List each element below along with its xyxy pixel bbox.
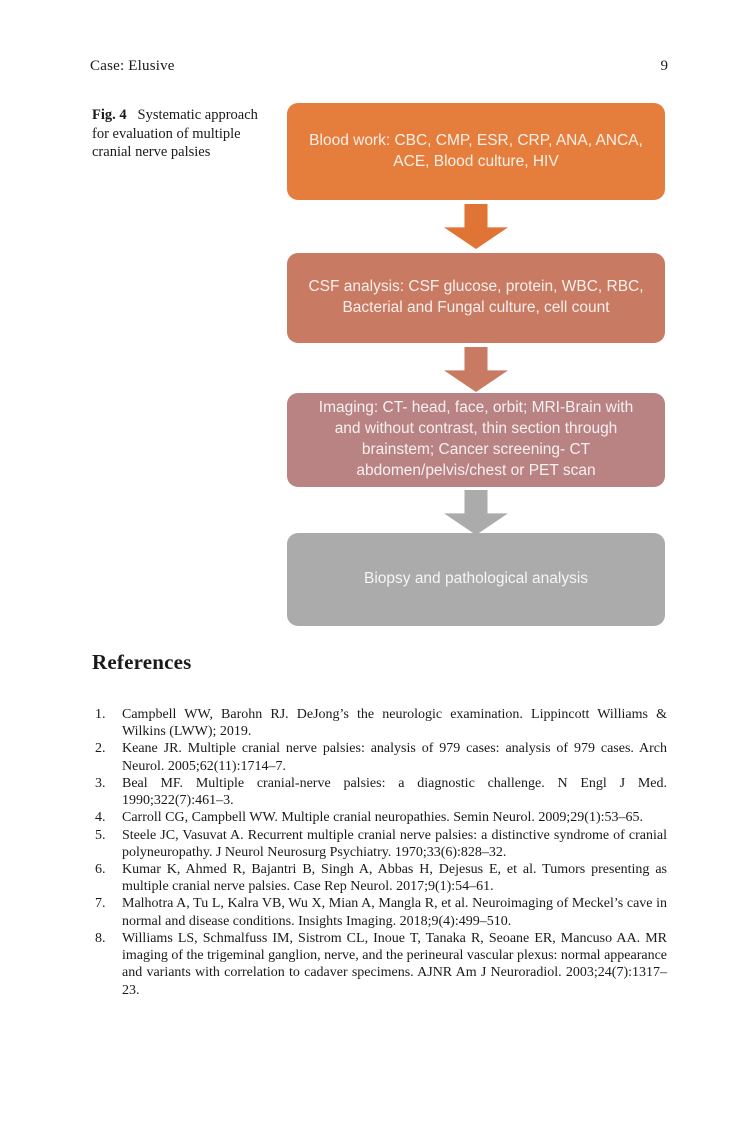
reference-text: Kumar K, Ahmed R, Bajantri B, Singh A, Abbas H, Dejesus E, et al. Tumors presenting as multiple cranial nerve palsies. Case Rep Neurol. 2017;9(1):54–61. xyxy=(122,861,667,895)
flow-box-biopsy xyxy=(287,533,665,626)
figure-caption xyxy=(92,106,264,162)
down-arrow-icon xyxy=(444,347,508,392)
running-head: Case: Elusive xyxy=(90,58,175,74)
reference-number: 3. xyxy=(95,775,106,791)
reference-text: Campbell WW, Barohn RJ. DeJong’s the neurologic examination. Lippincott Williams & Wilkins (LWW); 2019. xyxy=(122,707,667,740)
figure-caption-text: Systematic approach for evaluation of multiple cranial nerve palsies xyxy=(92,107,258,161)
reference-text: Steele JC, Vasuvat A. Recurrent multiple cranial nerve palsies: a distinctive syndrome of cranial polyneuropathy. J Neurol Neurosurg Psychiatry. 1970;33(6):828–32. xyxy=(122,827,667,860)
reference-text: Williams LS, Schmalfuss IM, Sistrom CL, Inoue T, Tanaka R, Seoane ER, Mancuso AA. MR imaging of the trigeminal ganglion, nerve, and the perineural vascular plexus: normal appearance and variants with correlation to cadaver specimens. AJNR Am J Neuroradiol. 2003;24(7):1317–23. xyxy=(122,930,668,998)
flow-box-csf-analysis-label: CSF analysis: CSF glucose, protein, WBC, RBC, Bacterial and Fungal culture, cell count xyxy=(308,278,644,316)
reference-item xyxy=(95,775,667,809)
reference-number: 5. xyxy=(95,827,106,843)
flow-box-blood-work-label: Blood work: CBC, CMP, ESR, CRP, ANA, ANCA, ACE, Blood culture, HIV xyxy=(309,131,643,170)
reference-list xyxy=(95,706,667,999)
reference-text: Carroll CG, Campbell WW. Multiple cranial neuropathies. Semin Neurol. 2009;29(1):53–65. xyxy=(122,810,644,826)
reference-text: Beal MF. Multiple cranial-nerve palsies: a diagnostic challenge. N Engl J Med. 1990;322(7):461–3. xyxy=(122,775,667,809)
down-arrow-icon xyxy=(444,204,508,249)
flow-box-csf-analysis xyxy=(287,253,665,343)
flow-box-biopsy-label: Biopsy and pathological analysis xyxy=(363,570,589,588)
reference-number: 1. xyxy=(95,707,106,722)
flowchart-figure xyxy=(287,103,665,626)
reference-item xyxy=(95,930,667,999)
reference-number: 4. xyxy=(95,810,106,826)
reference-number: 6. xyxy=(95,861,106,877)
reference-text: Malhotra A, Tu L, Kalra VB, Wu X, Mian A, Mangla R, et al. Neuroimaging of Meckel’s cave in normal and disease conditions. Insights Imaging. 2018;9(4):499–510. xyxy=(122,896,667,929)
down-arrow-icon xyxy=(444,490,508,535)
reference-text: Keane JR. Multiple cranial nerve palsies: analysis of 979 cases: analysis of 979 cases. Arch Neurol. 2005;62(11):1714–7. xyxy=(122,741,667,774)
reference-number: 7. xyxy=(95,896,106,912)
page-number: 9 xyxy=(660,58,668,74)
reference-item xyxy=(95,809,667,826)
figure-caption-label: Fig. 4 xyxy=(92,107,134,123)
reference-item xyxy=(95,740,667,774)
reference-item xyxy=(95,895,667,929)
reference-number: 2. xyxy=(95,741,106,757)
flow-box-imaging xyxy=(287,393,665,487)
flow-box-imaging-label: Imaging: CT- head, face, orbit; MRI-Brain with and without contrast, thin section through brainstem; Cancer screening- CT abdomen/pelvis/chest or PET scan xyxy=(318,399,634,479)
flow-box-blood-work xyxy=(287,103,665,200)
reference-item xyxy=(95,861,667,895)
references-heading: References xyxy=(92,650,192,674)
reference-item xyxy=(95,827,667,861)
reference-item xyxy=(95,706,667,740)
reference-number: 8. xyxy=(95,930,106,946)
